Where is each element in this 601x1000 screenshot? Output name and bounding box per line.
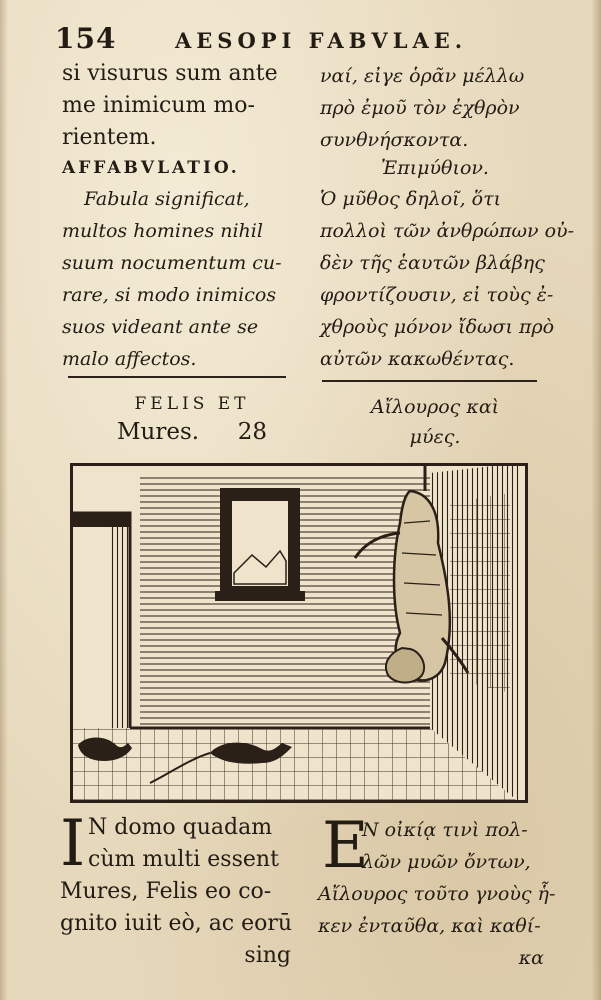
page-number: 154 xyxy=(55,22,117,55)
top-greek-text xyxy=(320,60,550,156)
text-line: suum nocumentum cu- xyxy=(62,252,282,274)
door-jamb xyxy=(110,513,130,733)
cat-head xyxy=(386,648,424,683)
text-line: si visurus sum ante xyxy=(62,61,278,86)
running-head xyxy=(55,22,555,54)
text-line: συνθνήσκοντα. xyxy=(320,129,469,151)
text-line: rare, si modo inimicos xyxy=(62,284,277,306)
text-line: rientem. xyxy=(62,125,157,150)
text-line: N domo quadam xyxy=(88,815,273,840)
text-line: φροντίζουσιν, εἰ τοὺς ἐ- xyxy=(320,284,554,306)
running-title: AESOPI FABVLAE. xyxy=(175,28,468,53)
text-line: Ὁ μῦθος δηλοῖ, ὅτι xyxy=(320,188,502,210)
fable-title-greek xyxy=(330,392,540,452)
text-line: Αἴλουρος τοῦτο γνοὺς ἧ- xyxy=(318,883,556,905)
fable-number: 28 xyxy=(237,419,267,445)
fable-title-line2: Mures. xyxy=(117,419,200,445)
text-line: Ν οἰκίᾳ τινὶ πολ- xyxy=(362,819,528,841)
text-line: ναί, εἰγε ὁρᾶν μέλλω xyxy=(320,65,525,87)
text-line: χθροὺς μόνον ἴδωσι πρὸ xyxy=(320,316,555,338)
text-line: Mures, Felis eo co- xyxy=(60,879,272,904)
text-line: πρὸ ἐμοῦ τὸν ἐχθρὸν xyxy=(320,97,520,119)
wall-lattice xyxy=(450,493,510,693)
moral-latin xyxy=(62,153,312,375)
latin-dropcap: I xyxy=(60,807,86,881)
text-line: malo affectos. xyxy=(62,348,197,370)
moral-heading-latin: AFFABVLATIO. xyxy=(62,158,240,178)
text-line: suos videant ante se xyxy=(62,316,259,338)
window-sill xyxy=(215,591,305,601)
text-line: πολλοὶ τῶν ἀνθρώπων οὐ- xyxy=(320,220,574,242)
door-lintel xyxy=(70,513,130,527)
body-latin-cont xyxy=(60,876,305,972)
rule-right xyxy=(322,380,537,382)
window-pane xyxy=(232,501,288,586)
moral-heading-greek: Ἐπιμύθιον. xyxy=(381,157,489,179)
catchword-latin: sing xyxy=(244,943,291,968)
catchword-greek: κα xyxy=(518,947,544,969)
text-line: me inimicum mo- xyxy=(62,93,255,118)
text-line: δὲν τῆς ἑαυτῶν βλάβης xyxy=(320,252,545,274)
text-line: αὐτῶν κακωθέντας. xyxy=(320,348,515,370)
fable-title-line1: FELIS ET xyxy=(134,394,250,414)
text-line: multos homines nihil xyxy=(62,220,263,242)
body-greek-cont xyxy=(318,878,556,974)
greek-dropcap: E xyxy=(322,809,369,883)
moral-greek xyxy=(320,153,574,375)
fable-greek-line2: μύες. xyxy=(409,426,461,448)
woodcut-illustration xyxy=(70,463,528,803)
text-line: Fabula significat, xyxy=(84,188,250,210)
fable-title-line2-wrap xyxy=(72,416,312,448)
text-line: κεν ἐνταῦθα, καὶ καθί- xyxy=(318,915,541,937)
page-edge-left xyxy=(0,0,8,1000)
text-line: λῶν μυῶν ὄντων, xyxy=(362,851,531,873)
fable-greek-line1: Αἴλουρος καὶ xyxy=(370,396,500,418)
body-latin xyxy=(88,812,303,876)
text-line: gnito iuit eò, ac eorū xyxy=(60,911,293,936)
text-line: cùm multi essent xyxy=(88,847,279,872)
page-edge-right xyxy=(591,0,601,1000)
fable-title-latin xyxy=(72,392,312,448)
top-latin-text xyxy=(62,58,312,154)
rule-left xyxy=(68,376,286,378)
body-greek xyxy=(362,814,552,878)
